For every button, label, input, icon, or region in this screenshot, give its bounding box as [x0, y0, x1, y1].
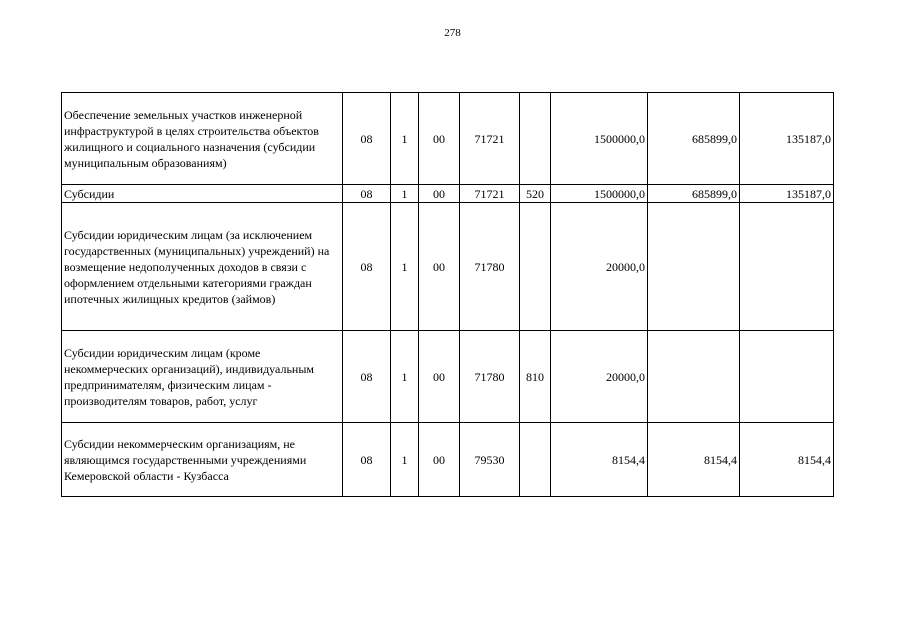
row-description: Субсидии юридическим лицам (за исключением государственных (муниципальных) учреждений) на возмещение недополученных доходов в связи с оформлением отдельными категориями граждан ипотечных жилищных кредитов (займов) — [62, 203, 343, 331]
row-code: 71780 — [460, 203, 520, 331]
row-amount-3: 135187,0 — [740, 93, 834, 185]
row-amount-1: 1500000,0 — [551, 93, 648, 185]
row-expense-type: 810 — [520, 331, 551, 423]
row-amount-2: 8154,4 — [648, 423, 740, 497]
row-description: Обеспечение земельных участков инженерной инфраструктурой в целях строительства объектов жилищного и социального назначения (субсидии муниципальным образованиям) — [62, 93, 343, 185]
row-amount-3 — [740, 331, 834, 423]
row-section: 08 — [343, 93, 391, 185]
row-program: 00 — [419, 203, 460, 331]
table-row — [62, 331, 834, 423]
row-program: 00 — [419, 423, 460, 497]
row-expense-type — [520, 423, 551, 497]
row-subsection: 1 — [391, 331, 419, 423]
row-program: 00 — [419, 331, 460, 423]
row-section: 08 — [343, 185, 391, 203]
row-amount-1: 20000,0 — [551, 331, 648, 423]
table-row — [62, 93, 834, 185]
row-expense-type: 520 — [520, 185, 551, 203]
row-subsection: 1 — [391, 93, 419, 185]
table-row — [62, 423, 834, 497]
row-subsection: 1 — [391, 203, 419, 331]
row-section: 08 — [343, 331, 391, 423]
row-amount-3: 8154,4 — [740, 423, 834, 497]
row-subsection: 1 — [391, 423, 419, 497]
row-amount-2: 685899,0 — [648, 185, 740, 203]
row-amount-3: 135187,0 — [740, 185, 834, 203]
table-row — [62, 203, 834, 331]
budget-table — [61, 92, 834, 497]
row-description: Субсидии юридическим лицам (кроме некоммерческих организаций), индивидуальным предпринимателям, физическим лицам - производителям товаров, работ, услуг — [62, 331, 343, 423]
row-code: 71721 — [460, 185, 520, 203]
row-code: 79530 — [460, 423, 520, 497]
row-program: 00 — [419, 185, 460, 203]
row-expense-type — [520, 93, 551, 185]
row-section: 08 — [343, 423, 391, 497]
row-amount-2 — [648, 331, 740, 423]
row-section: 08 — [343, 203, 391, 331]
row-code: 71721 — [460, 93, 520, 185]
page-number: 278 — [444, 27, 461, 39]
row-description: Субсидии — [62, 185, 343, 203]
table-row — [62, 185, 834, 203]
row-code: 71780 — [460, 331, 520, 423]
row-expense-type — [520, 203, 551, 331]
row-subsection: 1 — [391, 185, 419, 203]
row-description: Субсидии некоммерческим организациям, не являющимся государственными учреждениями Кемеровской области - Кузбасса — [62, 423, 343, 497]
row-amount-2 — [648, 203, 740, 331]
row-program: 00 — [419, 93, 460, 185]
row-amount-1: 20000,0 — [551, 203, 648, 331]
row-amount-3 — [740, 203, 834, 331]
row-amount-1: 1500000,0 — [551, 185, 648, 203]
row-amount-1: 8154,4 — [551, 423, 648, 497]
row-amount-2: 685899,0 — [648, 93, 740, 185]
